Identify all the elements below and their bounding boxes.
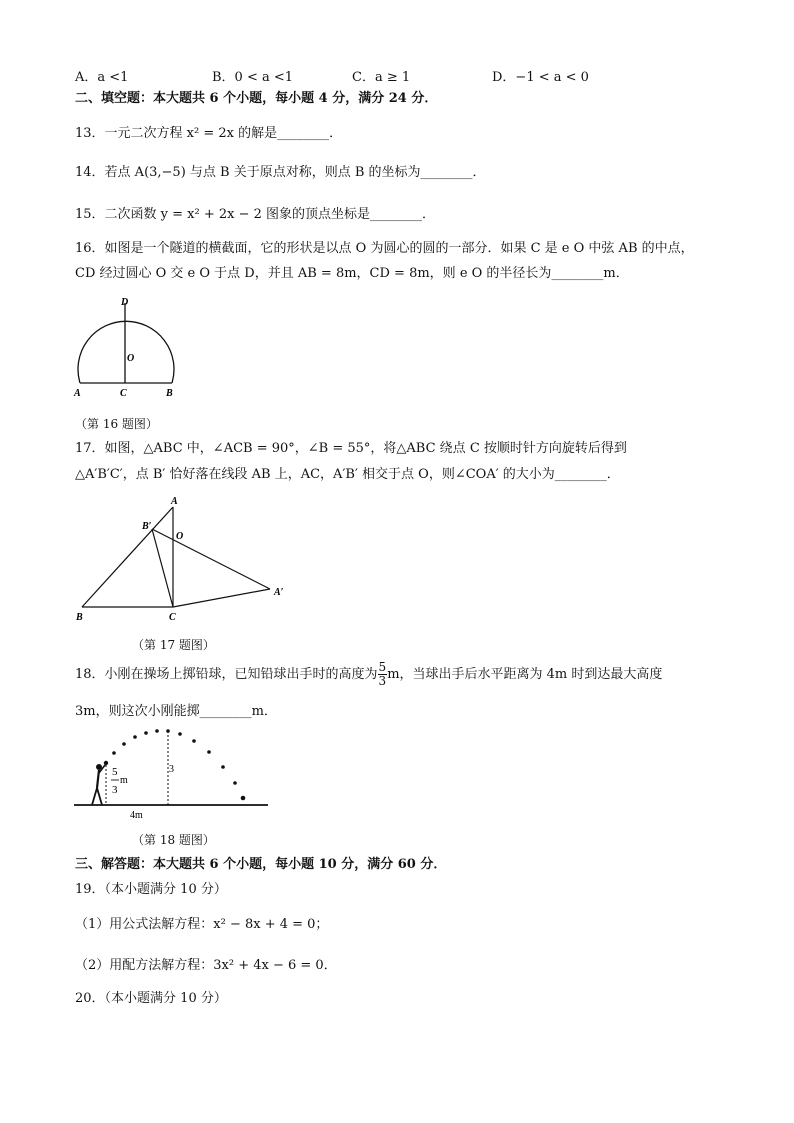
question-19-part-2: （2）用配方法解方程：3x² + 4x − 6 = 0． [75,958,337,973]
fig18-distance: 4m [130,810,143,821]
figure-17-rotation-diagram [70,493,300,625]
figure-18-caption: （第 18 题图） [132,833,215,847]
question-18-line-1 [75,660,662,690]
question-18-line-2: 3m，则这次小刚能掷________m． [75,704,277,719]
height-fraction [378,661,388,688]
figure-16-caption: （第 16 题图） [75,417,158,431]
question-16-line-1: 16．如图是一个隧道的横截面，它的形状是以点 O 为圆心的圆的一部分．如果 C 是 e O 中弦 AB 的中点， [75,241,694,256]
question-20-title: 20．（本小题满分 10 分） [75,991,227,1006]
question-13: 13．一元二次方程 x² = 2x 的解是________． [75,126,343,141]
trajectory-dots [112,729,245,800]
fig16-label-a: A [74,388,81,399]
fig17-label-c: C [169,612,176,623]
question-14: 14．若点 A(3,−5) 与点 B 关于原点对称，则点 B 的坐标为________． [75,165,486,180]
fraction-denominator: 3 [378,674,387,688]
question-17-line-2: △A′B′C′，点 B′ 恰好落在线段 AB 上，AC，A′B′ 相交于点 O，则∠COA′ 的大小为________． [75,467,620,482]
fig18-height-numerator: 5 [112,766,118,778]
section-2-heading: 二、填空题：本大题共 6 个小题，每小题 4 分，满分 24 分． [75,91,438,106]
question-16-line-2: CD 经过圆心 O 交 e O 于点 D，并且 AB = 8m，CD = 8m，则 e O 的半径长为________m． [75,266,629,281]
question-19-part-1: （1）用公式法解方程：x² − 8x + 4 = 0； [75,917,329,932]
fig18-peak-height: 3 [169,764,174,775]
question-19-title: 19．（本小题满分 10 分） [75,882,227,897]
fig17-label-b: B [76,612,83,623]
fig16-label-b: B [166,388,173,399]
fig16-label-d: D [121,297,129,308]
fig17-label-a: A [171,496,178,507]
option-d: D．−1 < a < 0 [492,70,589,85]
fig18-height-denominator: 3 [112,784,118,796]
fig16-label-c: C [120,388,127,399]
option-c: C．a ≥ 1 [352,70,411,85]
option-a: A．a <1 [75,70,129,85]
fig18-height-unit: m [120,775,128,786]
fig16-label-o: O [127,353,135,364]
question-15: 15．二次函数 y = x² + 2x − 2 图象的顶点坐标是________． [75,207,436,222]
question-18-text-a: 18．小刚在操场上掷铅球，已知铅球出手时的高度为 [75,667,378,682]
figure-17-caption: （第 17 题图） [132,638,215,652]
option-b: B．0 < a <1 [212,70,294,85]
figure-16-tunnel-diagram [70,295,190,403]
figure-18-shot-put-diagram [72,725,272,823]
fig17-label-a-prime: A′ [274,587,284,598]
fig17-label-o: O [176,531,184,542]
fig17-label-b-prime: B′ [142,521,152,532]
section-3-heading: 三、解答题：本大题共 6 个小题，每小题 10 分，满分 60 分． [75,857,447,872]
question-18-text-b: m，当球出手后水平距离为 4m 时到达最大高度 [387,667,663,682]
question-17-line-1: 17．如图，△ABC 中，∠ACB = 90°，∠B = 55°，将△ABC 绕点 C 按顺时针方向旋转后得到 [75,441,627,456]
fraction-numerator: 5 [378,660,387,674]
